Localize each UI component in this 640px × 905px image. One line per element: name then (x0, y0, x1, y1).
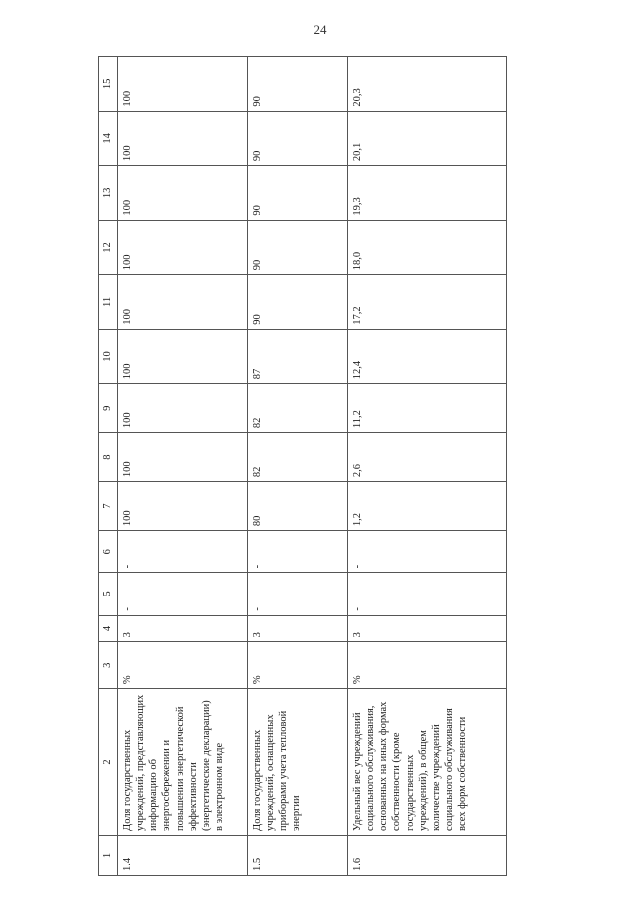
header-cell: 8 (99, 433, 118, 482)
table-cell: 100 (118, 111, 248, 166)
table-cell: 90 (248, 166, 348, 221)
header-cell: 12 (99, 220, 118, 275)
table-cell: 3 (348, 615, 507, 642)
header-cell: 10 (99, 329, 118, 384)
table-cell: 80 (248, 482, 348, 531)
page-number: 24 (313, 22, 327, 37)
table-cell: - (348, 531, 507, 573)
row-description: Доля государственных учреждений, оснащенных приборами учета тепловой энергии (248, 689, 348, 836)
table-cell: - (248, 531, 348, 573)
table-cell: 100 (118, 166, 248, 221)
table-cell: - (248, 573, 348, 615)
header-cell: 14 (99, 111, 118, 166)
table-cell: 3 (248, 615, 348, 642)
row-number: 1.5 (248, 835, 348, 875)
rotated-table-container (98, 56, 503, 876)
table-row (348, 57, 507, 876)
row-description: Доля государственных учреждений, представляющих информацию об энергосбережении и повышении энергетической эффективности (энергетические декларации) в электронном виде (118, 689, 248, 836)
header-row (99, 57, 118, 876)
table-cell: 90 (248, 275, 348, 330)
table-cell: 90 (248, 57, 348, 112)
table-cell: 82 (248, 384, 348, 433)
table-cell: % (248, 642, 348, 689)
header-cell: 6 (99, 531, 118, 573)
table-cell: 12,4 (348, 329, 507, 384)
table-cell: 90 (248, 111, 348, 166)
table-cell: 82 (248, 433, 348, 482)
indicators-table (98, 56, 507, 876)
table-cell: % (348, 642, 507, 689)
table-row (118, 57, 248, 876)
table-cell: 100 (118, 384, 248, 433)
table-cell: 90 (248, 220, 348, 275)
header-cell: 13 (99, 166, 118, 221)
table-cell: 100 (118, 433, 248, 482)
table-cell: - (118, 531, 248, 573)
table-cell: - (118, 573, 248, 615)
header-cell: 3 (99, 642, 118, 689)
table-cell: 2,6 (348, 433, 507, 482)
table-cell: 17,2 (348, 275, 507, 330)
table-cell: % (118, 642, 248, 689)
table-cell: 1,2 (348, 482, 507, 531)
row-number: 1.6 (348, 835, 507, 875)
header-cell: 7 (99, 482, 118, 531)
table-row (248, 57, 348, 876)
header-cell: 2 (99, 689, 118, 836)
header-cell: 5 (99, 573, 118, 615)
table-cell: 87 (248, 329, 348, 384)
header-cell: 4 (99, 615, 118, 642)
table-cell: 100 (118, 220, 248, 275)
header-cell: 9 (99, 384, 118, 433)
row-description: Удельный вес учреждений социального обслуживания, основанных на иных формах собственности (кроме государственных учреждений), в общем количестве учреждений социального обслуживания всех форм собственности (348, 689, 507, 836)
table-cell: 3 (118, 615, 248, 642)
table-cell: 100 (118, 482, 248, 531)
header-cell: 11 (99, 275, 118, 330)
table-cell: 20,1 (348, 111, 507, 166)
table-cell: 20,3 (348, 57, 507, 112)
header-cell: 15 (99, 57, 118, 112)
table-cell: 100 (118, 57, 248, 112)
table-cell: 19,3 (348, 166, 507, 221)
table-cell: 100 (118, 275, 248, 330)
row-number: 1.4 (118, 835, 248, 875)
table-cell: - (348, 573, 507, 615)
header-cell: 1 (99, 835, 118, 875)
table-cell: 11,2 (348, 384, 507, 433)
table-cell: 18,0 (348, 220, 507, 275)
table-cell: 100 (118, 329, 248, 384)
